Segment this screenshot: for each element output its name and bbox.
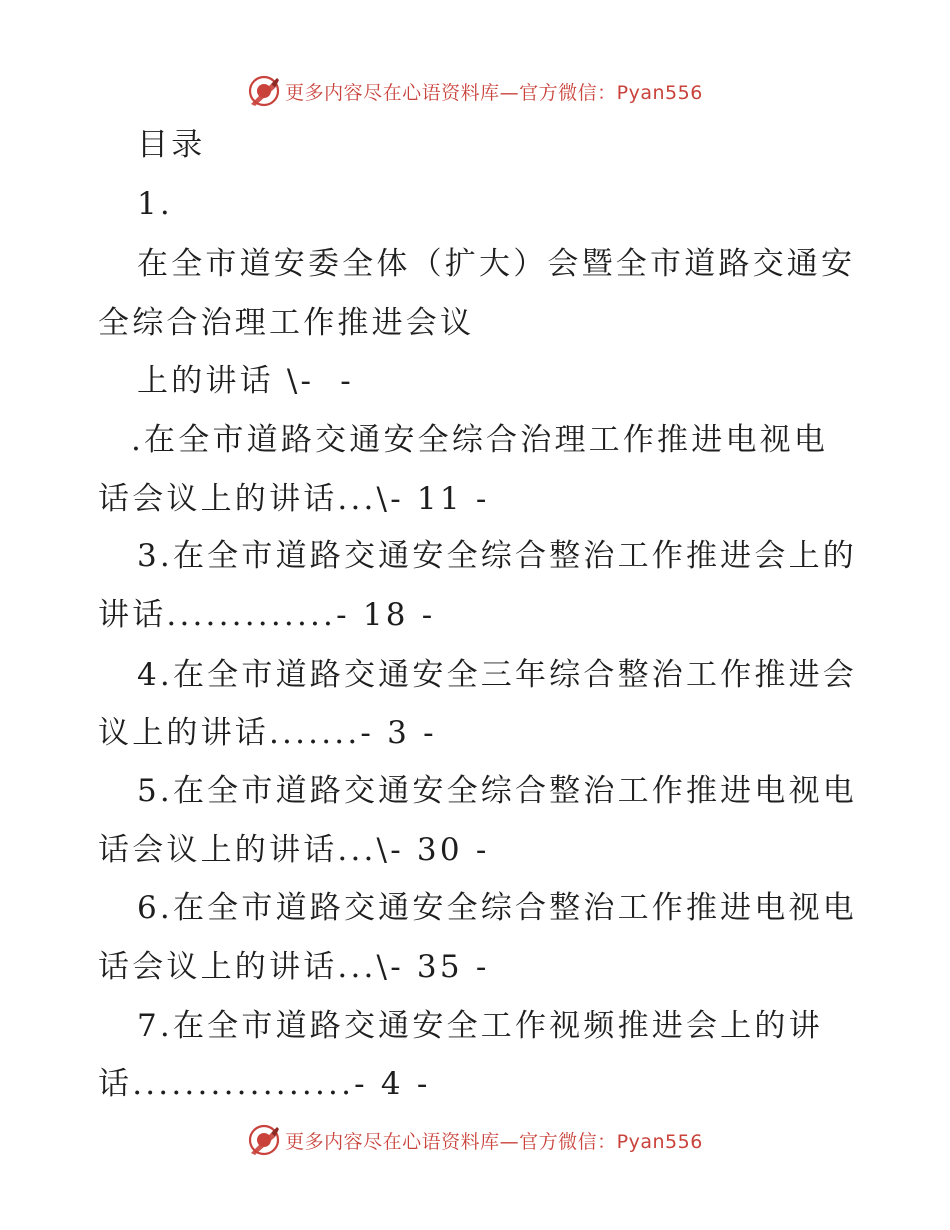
footer-watermark-text: 更多内容尽在心语资料库—官方微信：Pyan556	[285, 1130, 703, 1153]
toc-line: 话会议上的讲话...\- 30 -	[98, 832, 490, 868]
toc-line: 3.在全市道路交通安全综合整治工作推进会上的	[137, 538, 857, 574]
pen-logo-icon	[247, 1123, 281, 1157]
toc-line: 4.在全市道路交通安全三年综合整治工作推进会	[137, 657, 857, 693]
toc-line: 话.................- 4 -	[98, 1066, 431, 1102]
toc-line: 话会议上的讲话...\- 35 -	[98, 949, 490, 985]
toc-line: 5.在全市道路交通安全综合整治工作推进电视电	[137, 773, 857, 809]
header-watermark-text: 更多内容尽在心语资料库—官方微信：Pyan556	[285, 81, 703, 104]
toc-line: 1.	[137, 186, 173, 222]
footer-watermark-banner	[0, 1120, 950, 1160]
toc-line: .在全市道路交通安全综合治理工作推进电视电	[131, 422, 829, 458]
toc-line: 上的讲话 \- -	[137, 363, 354, 399]
toc-line: 7.在全市道路交通安全工作视频推进会上的讲	[137, 1008, 823, 1044]
toc-line: 6.在全市道路交通安全综合整治工作推进电视电	[137, 890, 857, 926]
toc-line: 全综合治理工作推进会议	[98, 305, 475, 341]
header-watermark-banner	[0, 71, 950, 111]
toc-title: 目录	[137, 127, 206, 163]
toc-line: 在全市道安委全体（扩大）会暨全市道路交通安	[137, 246, 856, 282]
toc-line: 话会议上的讲话...\- 11 -	[98, 481, 490, 517]
pen-logo-icon	[247, 74, 281, 108]
toc-line: 议上的讲话.......- 3 -	[98, 715, 437, 751]
toc-line: 讲话.............- 18 -	[98, 597, 436, 633]
